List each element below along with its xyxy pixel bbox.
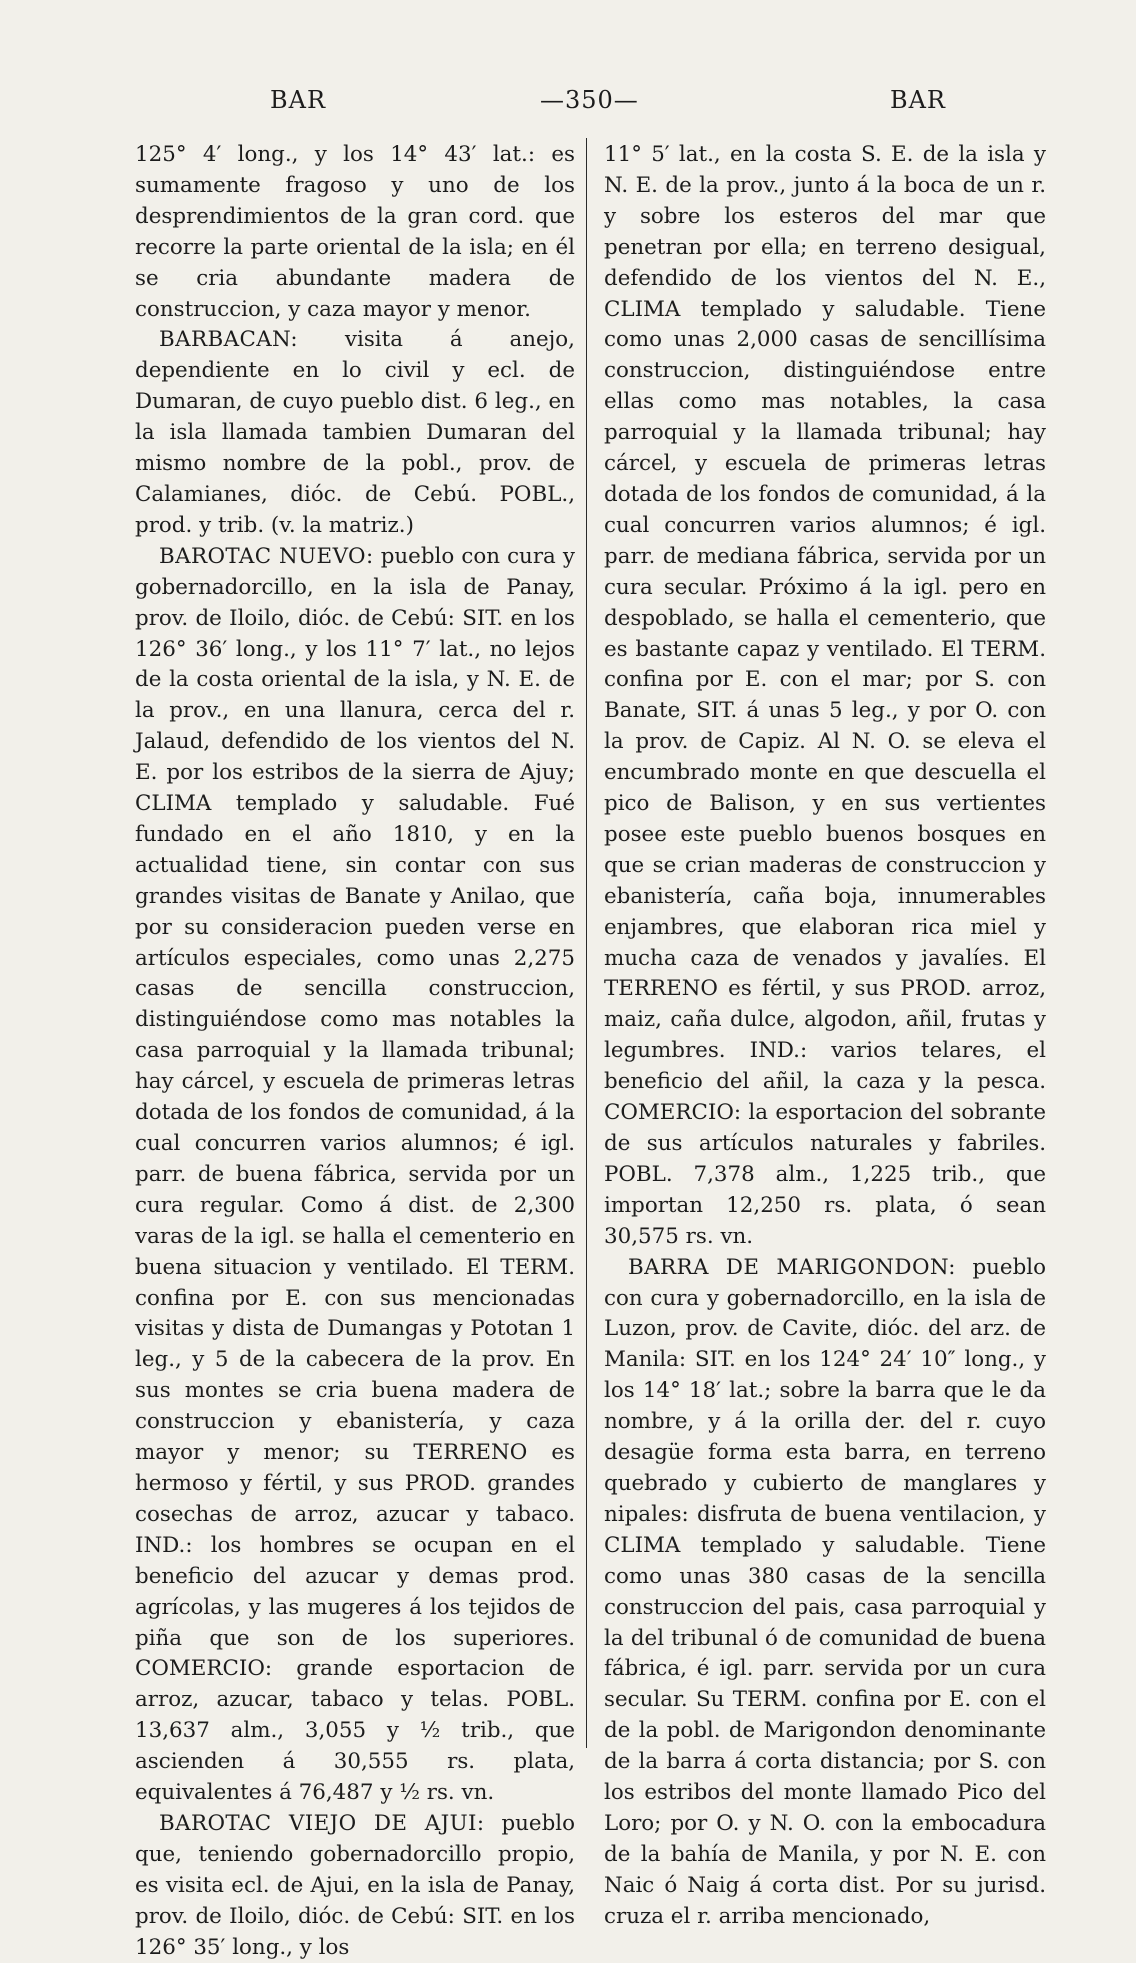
entry-barotac-nuevo [135, 542, 575, 1809]
right-column [604, 140, 1046, 1933]
header-left: BAR [270, 86, 327, 114]
entry-text: pueblo con cura y gobernadorcillo, en la isla de Panay, prov. de Iloilo, dióc. de Cebú: SIT. en los 126° 36′ long., y los 11° 7′ lat., no lejos de la costa oriental de la isla, y N. E. de la prov., en una llanura, cerca del r. Jalaud, defendido de los vientos del N. E. por los estribos de la sierra de Ajuy; CLIMA templado y saludable. Fué fundado en el año 1810, y en la actualidad tiene, sin contar con sus grandes visitas de Banate y Anilao, que por su consideracion pueden verse en artículos especiales, como unas 2,275 casas de sencilla construccion, distinguiéndose como mas notables la casa parroquial y la llamada tribunal; hay cárcel, y escuela de primeras letras dotada de los fondos de comunidad, á la cual concurren varios alumnos; é igl. parr. de buena fábrica, servida por un cura regular. Como á dist. de 2,300 varas de la igl. se halla el cementerio en buena situacion y ventilado. El TERM. confina por E. con sus mencionadas visitas y dista de Dumangas y Pototan 1 leg., y 5 de la cabecera de la prov. En sus montes se cria buena madera de construccion y ebanistería, y caza mayor y menor; su TERRENO es hermoso y fértil, y sus PROD. grandes cosechas de arroz, azucar y tabaco. IND.: los hombres se ocupan en el beneficio del azucar y demas prod. agrícolas, y las mugeres á los tejidos de piña que son de los superiores. COMERCIO: grande esportacion de arroz, azucar, tabaco y telas. POBL. 13,637 alm., 3,055 y ½ trib., que ascienden á 30,555 rs. plata, equivalentes á 76,487 y ½ rs. vn. [135, 543, 575, 1806]
entry-heading: BAROTAC NUEVO: [159, 543, 374, 569]
left-column [135, 140, 575, 1963]
column-divider [586, 138, 587, 1748]
page-number: —350— [540, 86, 639, 114]
entry-barra-de-marigondon [604, 1253, 1046, 1933]
header-right: BAR [889, 86, 946, 114]
entry-text: pueblo con cura y gobernadorcillo, en la isla de Luzon, prov. de Cavite, dióc. del arz. de Manila: SIT. en los 124° 24′ 10″ long., y los 14° 18′ lat.; sobre la barra que le da nombre, y á la orilla der. del r. cuyo desagüe forma esta barra, en terreno quebrado y cubierto de manglares y nipales: disfruta de buena ventilacion, y CLIMA templado y saludable. Tiene como unas 380 casas de la sencilla construccion del pais, casa parroquial y la del tribunal ó de comunidad de buena fábrica, é igl. parr. servida por un cura secular. Su TERM. confina por E. con el de la pobl. de Marigondon denominante de la barra á corta distancia; por S. con los estribos del monte llamado Pico del Loro; por O. y N. O. con la embocadura de la bahía de Manila, y por N. E. con Naic ó Naig á corta dist. Por su jurisd. cruza el r. arriba mencionado, [604, 1254, 1046, 1929]
entry-text: pueblo que, teniendo gobernadorcillo propio, es visita ecl. de Ajui, en la isla de Panay, prov. de Iloilo, dióc. de Cebú: SIT. en los 126° 35′ long., y los [135, 1810, 575, 1960]
entry-heading: BAROTAC VIEJO DE AJUI: [159, 1810, 485, 1836]
entry-heading: BARRA DE MARIGONDON: [628, 1254, 956, 1280]
running-header [130, 86, 1036, 126]
entry-barotac-viejo [135, 1809, 575, 1963]
entry-barbacan [135, 325, 575, 541]
continuation-paragraph: 11° 5′ lat., en la costa S. E. de la isla y N. E. de la prov., junto á la boca de un r. y sobre los esteros del mar que penetran por ella; en terreno desigual, defendido de los vientos del N. E., CLIMA templado y saludable. Tiene como unas 2,000 casas de sencillísima construccion, distinguiéndose entre ellas como mas notables, la casa parroquial y la llamada tribunal; hay cárcel, y escuela de primeras letras dotada de los fondos de comunidad, á la cual concurren varios alumnos; é igl. parr. de mediana fábrica, servida por un cura secular. Próximo á la igl. pero en despoblado, se halla el cementerio, que es bastante capaz y ventilado. El TERM. confina por E. con el mar; por S. con Banate, SIT. á unas 5 leg., y por O. con la prov. de Capiz. Al N. O. se eleva el encumbrado monte en que descuella el pico de Balison, y en sus vertientes posee este pueblo buenos bosques en que se crian maderas de construccion y ebanistería, caña boja, innumerables enjambres, que elaboran rica miel y mucha caza de venados y javalíes. El TERRENO es fértil, y sus PROD. arroz, maiz, caña dulce, algodon, añil, frutas y legumbres. IND.: varios telares, el beneficio del añil, la caza y la pesca. COMERCIO: la esportacion del sobrante de sus artículos naturales y fabriles. POBL. 7,378 alm., 1,225 trib., que importan 12,250 rs. plata, ó sean 30,575 rs. vn. [604, 142, 1046, 1249]
entry-heading: BARBACAN: [159, 327, 299, 353]
entry-text: visita á anejo, dependiente en lo civil y ecl. de Dumaran, de cuyo pueblo dist. 6 leg., en la isla llamada tambien Dumaran del mismo nombre de la pobl., prov. de Calamianes, dióc. de Cebú. POBL., prod. y trib. (v. la matriz.) [135, 327, 575, 538]
continuation-paragraph: 125° 4′ long., y los 14° 43′ lat.: es sumamente fragoso y uno de los desprendimientos de la gran cord. que recorre la parte oriental de la isla; en él se cria abundante madera de construccion, y caza mayor y menor. [135, 142, 575, 322]
